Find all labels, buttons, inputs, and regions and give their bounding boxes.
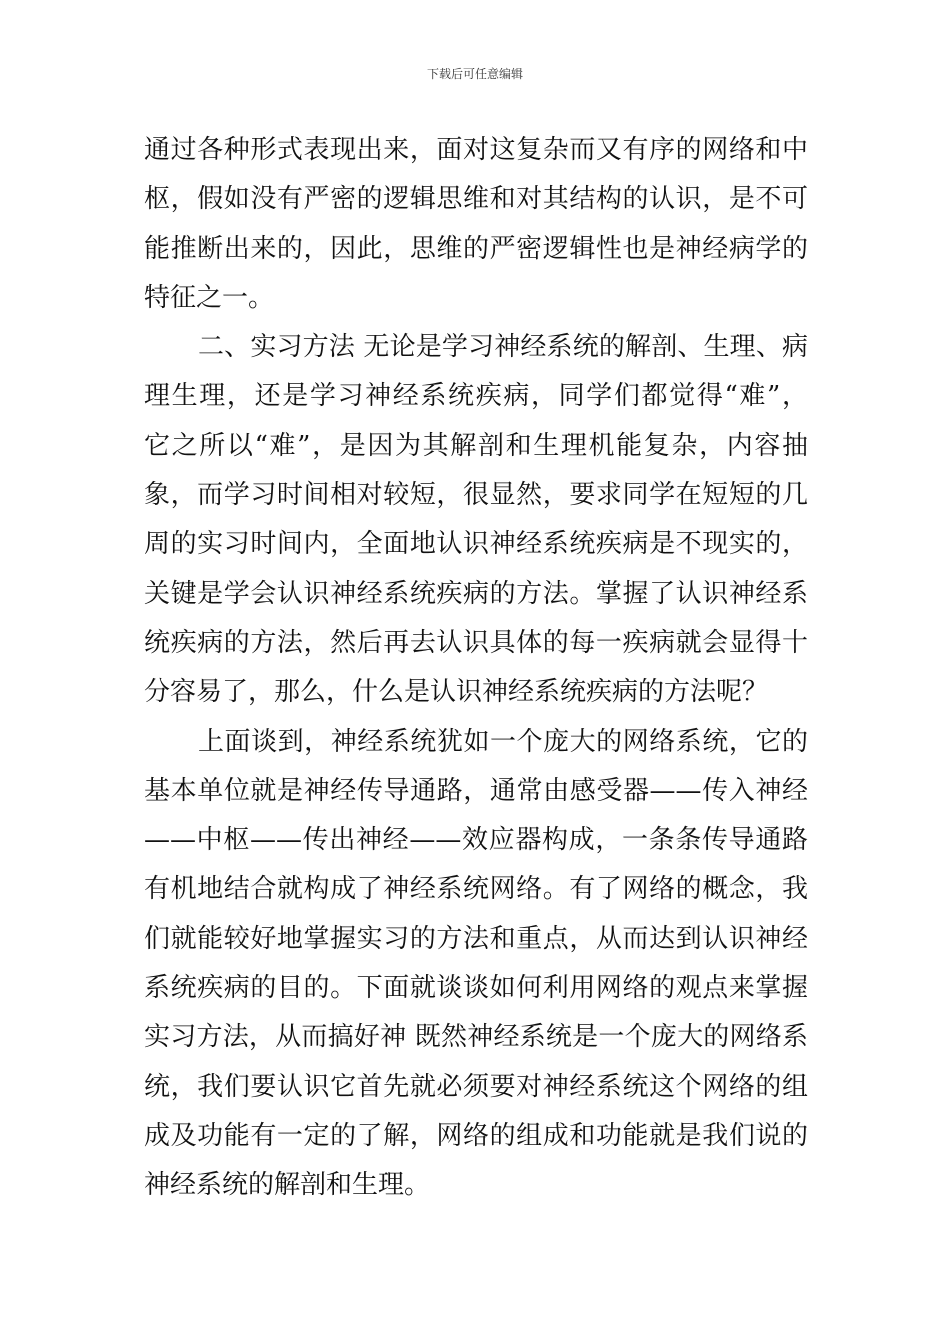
text-line: ——中枢——传出神经——效应器构成，一条条传导通路 <box>144 825 808 856</box>
body-text <box>144 126 808 1211</box>
text-line: 周的实习时间内，全面地认识神经系统疾病是不现实的， <box>144 529 808 560</box>
text-line: 有机地结合就构成了神经系统网络。有了网络的概念，我 <box>144 874 808 905</box>
text-line: 关键是学会认识神经系统疾病的方法。掌握了认识神经系 <box>144 578 808 609</box>
text-line: 象，而学习时间相对较短，很显然，要求同学在短短的几 <box>144 480 808 511</box>
text-line: 神经系统的解剖和生理。 <box>144 1170 431 1201</box>
text-line: 统疾病的方法，然后再去认识具体的每一疾病就会显得十 <box>144 627 808 658</box>
text-line: 理生理，还是学习神经系统疾病，同学们都觉得“难”， <box>144 381 808 412</box>
text-line: 它之所以“难”，是因为其解剖和生理机能复杂，内容抽 <box>144 430 808 461</box>
text-line: 成及功能有一定的了解，网络的组成和功能就是我们说的 <box>144 1120 808 1151</box>
text-line: 上面谈到，神经系统犹如一个庞大的网络系统，它的 <box>198 726 808 757</box>
text-line: 通过各种形式表现出来，面对这复杂而又有序的网络和中 <box>144 135 808 165</box>
text-line: 基本单位就是神经传导通路，通常由感受器——传入神经 <box>144 775 808 806</box>
text-line: 能推断出来的，因此，思维的严密逻辑性也是神经病学的 <box>144 233 808 264</box>
text-line: 分容易了，那么，什么是认识神经系统疾病的方法呢？ <box>144 677 769 708</box>
text-line: 们就能较好地掌握实习的方法和重点，从而达到认识神经 <box>144 923 808 954</box>
page-header: 下载后可任意编辑 <box>426 67 523 81</box>
text-line: 统，我们要认识它首先就必须要对神经系统这个网络的组 <box>144 1071 808 1102</box>
text-line: 实习方法，从而搞好神 既然神经系统是一个庞大的网络系 <box>144 1022 808 1053</box>
text-line: 枢，假如没有严密的逻辑思维和对其结构的认识，是不可 <box>144 184 808 215</box>
text-line: 二、实习方法 无论是学习神经系统的解剖、生理、病 <box>198 332 808 363</box>
text-line: 系统疾病的目的。下面就谈谈如何利用网络的观点来掌握 <box>144 973 808 1004</box>
text-line: 特征之一。 <box>144 282 275 313</box>
